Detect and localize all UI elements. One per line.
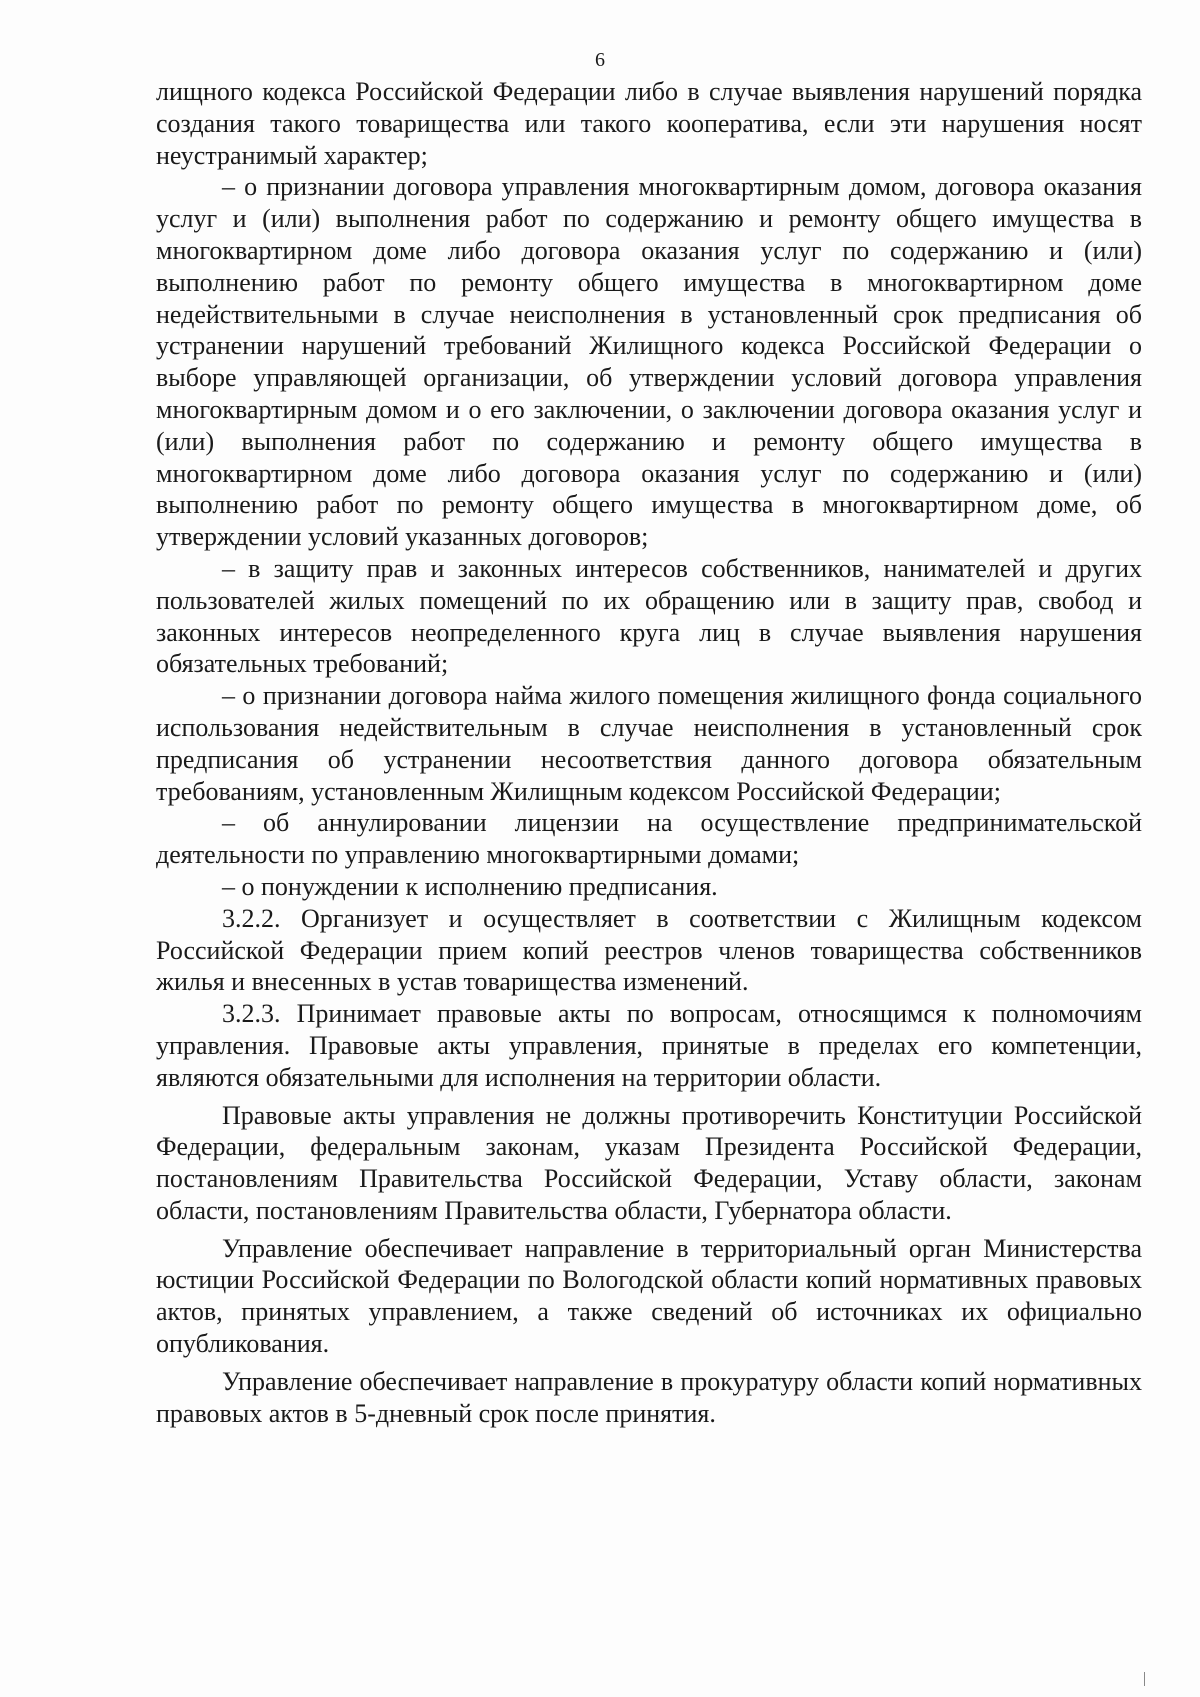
list-item-social-lease-invalidity: – о признании договора найма жилого помещения жилищного фонда социального использования недействительным в случае неисполнения в установленный срок предписания об устранении несоответствия данного договора обязательным требованиям, установленным Жилищным кодексом Российской Федерации; xyxy=(156,681,1142,806)
document-body xyxy=(156,76,1142,1429)
paragraph-ministry-of-justice: Управление обеспечивает направление в территориальный орган Министерства юстиции Российской Федерации по Вологодской области копий нормативных правовых актов, принятых управлением, а также сведений об источниках их официально опубликования. xyxy=(156,1233,1142,1359)
scan-edge-mark xyxy=(1144,1672,1145,1686)
list-item-enforcement: – о понуждении к исполнению предписания. xyxy=(222,871,718,901)
list-item-protection-of-rights: – в защиту прав и законных интересов собственников, нанимателей и других пользователей жилых помещений по их обращению или в защиту прав, свобод и законных интересов неопределенного круга лиц в случае выявления нарушения обязательных требований; xyxy=(156,553,1142,679)
paragraph-continuation: лищного кодекса Российской Федерации либо в случае выявления нарушений порядка создания такого товарищества или такого кооператива, если эти нарушения носят неустранимый характер; xyxy=(156,77,1142,170)
paragraph-prosecutor: Управление обеспечивает направление в прокуратуру области копий нормативных правовых актов в 5-дневный срок после принятия. xyxy=(156,1366,1142,1428)
list-item-contract-invalidity: – о признании договора управления многоквартирным домом, договора оказания услуг и (или) выполнения работ по содержанию и ремонту общего имущества в многоквартирном доме либо договора оказания услуг по содержанию и (или) выполнению работ по ремонту общего имущества в многоквартирном доме недействительными в случае неисполнения в установленный срок предписания об устранении нарушений требований Жилищного кодекса Российской Федерации о выборе управляющей организации, об утверждении условий договора управления многоквартирным домом и о его заключении, о заключении договора оказания услуг и (или) выполнения работ по содержанию и ремонту общего имущества в многоквартирном доме либо договора оказания услуг по содержанию и (или) выполнению работ по ремонту общего имущества в многоквартирном доме, об утверждении условий указанных договоров; xyxy=(156,172,1142,552)
clause-3-2-3: 3.2.3. Принимает правовые акты по вопросам, относящимся к полномочиям управления. Правовые акты управления, принятые в пределах его компетенции, являются обязательными для исполнения на территории области. xyxy=(156,999,1142,1092)
clause-3-2-2: 3.2.2. Организует и осуществляет в соответствии с Жилищным кодексом Российской Федерации прием копий реестров членов товарищества собственников жилья и внесенных в устав товарищества изменений. xyxy=(156,903,1142,997)
paragraph-legal-acts: Правовые акты управления не должны противоречить Конституции Российской Федерации, федеральным законам, указам Президента Российской Федерации, постановлениям Правительства Российской Федерации, Уставу области, законам области, постановлениям Правительства области, Губернатора области. xyxy=(156,1100,1142,1225)
list-item-license-annulment: – об аннулировании лицензии на осуществление предпринимательской деятельности по управлению многоквартирными домами; xyxy=(156,808,1142,870)
page-number: 6 xyxy=(595,49,605,71)
